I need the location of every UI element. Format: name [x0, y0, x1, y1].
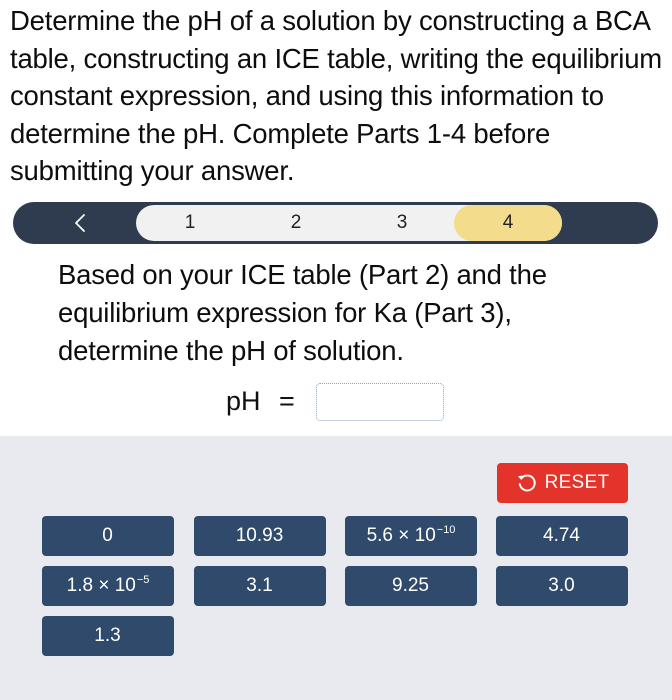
equals-sign: = — [279, 386, 295, 416]
reset-button[interactable] — [497, 463, 628, 503]
tile-value: 0 — [102, 525, 113, 546]
step-4-button[interactable]: 4 — [454, 205, 562, 241]
answer-tile[interactable] — [496, 566, 628, 606]
tile-exponent: −5 — [136, 574, 150, 586]
tile-value: 3.0 — [548, 575, 575, 596]
tile-exponent: −10 — [436, 524, 456, 536]
tile-value: 1.8 × 10 — [66, 575, 136, 596]
answer-tile[interactable] — [345, 566, 477, 606]
question-text: Based on your ICE table (Part 2) and the equilibrium expression for Ka (Part 3), determine the pH of solution. — [58, 259, 547, 366]
answer-tile[interactable] — [42, 516, 174, 556]
step-2-button[interactable]: 2 — [290, 212, 302, 233]
answer-tile[interactable] — [42, 566, 174, 606]
instructions-text: Determine the pH of a solution by constructing a BCA table, constructing an ICE table, writing the equilibrium constant expression, and using this information to determine the pH. Complete Parts 1-4 before submitting your answer. — [10, 5, 662, 186]
answer-tile[interactable] — [496, 516, 628, 556]
answer-tile[interactable] — [194, 566, 326, 606]
ph-label: pH — [226, 386, 261, 416]
tile-value: 9.25 — [392, 575, 429, 596]
step-1-button[interactable]: 1 — [184, 212, 196, 233]
reset-label: RESET — [544, 472, 610, 493]
answer-tile[interactable] — [194, 516, 326, 556]
part-stepper — [13, 202, 658, 244]
answer-tile[interactable] — [42, 616, 174, 656]
tile-value: 10.93 — [235, 525, 284, 546]
answer-tile[interactable] — [345, 516, 477, 556]
step-3-button[interactable]: 3 — [396, 212, 408, 233]
previous-part-button[interactable] — [65, 202, 95, 244]
reset-icon — [516, 472, 538, 494]
tile-value: 3.1 — [246, 575, 273, 596]
tile-value: 5.6 × 10 — [366, 525, 436, 546]
tile-value: 4.74 — [543, 525, 580, 546]
chevron-left-icon — [74, 213, 86, 233]
ph-answer-dropzone[interactable] — [316, 383, 444, 421]
step-track — [136, 205, 562, 241]
tile-value: 1.3 — [94, 625, 121, 646]
